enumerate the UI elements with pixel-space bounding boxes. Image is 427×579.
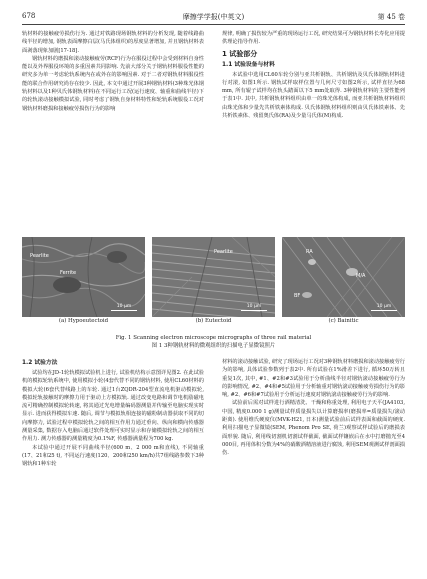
pearlite-label: Pearlite	[214, 249, 233, 255]
intro-paragraph: 规律, 明确了损伤较为严重的现场运行工况, 研究结果可为钢轨材料长寿化应用提供理论指导作用.	[222, 31, 405, 46]
method-paragraph: 本试验中通过开展不同曲线半径(600 m、2 000 m和直线), 不同轴重(17、21和25 t), 不同运行速度(120、200和250 km/h)共7组线路参数下3种钢轨和1种车轮	[22, 444, 204, 468]
method-right-column	[222, 358, 405, 458]
journal-name: 摩擦学学报(中英文)	[182, 13, 245, 21]
section-1-2-heading: 1.2 试验方法	[22, 360, 58, 366]
method-left-column	[22, 358, 204, 469]
micrograph-eutectoid	[152, 237, 275, 317]
section-1-1-heading: 1.1 试验设备与材料	[222, 61, 275, 68]
figure-caption	[22, 334, 405, 350]
micrograph-bainitic	[282, 237, 405, 317]
page-header	[22, 10, 405, 25]
panel-c-caption: (c) Bainitic	[328, 318, 359, 324]
volume-label: 第 45 卷	[377, 13, 405, 21]
intro-paragraph: 轨材料的接触疲劳损伤行为. 通过对铁路现场钢轨材料的分析发现, 随着线路曲线半径的增加, 钢轨表面摩擦白层(马氏体组织)的厚度显著增加, 并且钢轨材料表面剥落现象加剧[17-18].	[22, 31, 204, 54]
caption-chinese: 图 1 3种钢轨材料的微观组织的扫描电子显微镜照片	[151, 343, 276, 349]
caption-english: Fig. 1 Scanning electron microscope micrographs of three rail material	[115, 335, 312, 341]
scale-bar: 10 μm	[371, 304, 397, 312]
page-number: 678	[22, 12, 36, 20]
ra-label: RA	[306, 249, 313, 255]
ferrite-label: Ferrite	[60, 270, 77, 276]
method-paragraph: 试验前后需对试样进行酒精清洗、干燥和称重处理, 利用电子天平(JA4103, 中国, 精度0.000 1 g)测量试样质量损失以计算磨损率(磨损率=质量损失/滚动距离). 使用维氏硬度仪(MVK-H21, 日本)测量试验前后试样表面和截面的硬度. 利用扫描电子显微镜(SEM, Phenom Pro SE, 荷兰)观察试样试验后的磨损表面形貌. 随后, 利用线切割机切割试样截面, 截面试样镶嵌后在水中打磨抛光至4 000目, 再用体积分数为4%的硝酸酒精溶液进行腐蚀, 利用SEM观测试样剖面损伤.	[222, 400, 405, 457]
section-1-heading: 1 试验部分	[222, 49, 258, 58]
method-paragraph: 试验均在JD-1轮轨模拟试验机上进行, 试验机结构示意图详见图2. 在此试验机的模拟轮轨系统中, 使用模拟小轮(4套代替不同的钢轨材料, 使用CL60材料的模拟大轮(6套代替线路上的车轮. 通过1台ZQDR-204型直流电机驱动模拟轮, 模拟轮轨接触时的摩擦力用于驱动上方模拟轨. 通过改变电路和调节电机励磁电流可精确控制模拟轮转速, 将其通过光电增量编码器测量并传输至电脑实现实时显示. 进而获得模拟车速. 随后, 调节与模拟轨相连接的磁粉制动器获取不同的切向摩擦力, 试验过程中模拟轮轨之间的相互作用力通过垂向、纵向和横向传感器测量采集, 数据存入电脑后通过软件处理可实时显示和存储模拟轮轨之间的相互作用力. 测力传感器的测量精度为0.1%F, 传感器满量程为700 kg.	[22, 370, 204, 443]
intro-left-column	[22, 30, 204, 113]
micrograph-hypoeutectoid	[22, 237, 145, 317]
intro-paragraph: 钢轨材料的磨损和滚动接触疲劳(RCF)行为在服役过程中会受到材料自身性能以及外界服役环境的多重因素共同影响. 先前大部分关于钢轨材料服役性能的研究多为单一考虑轮轨系统内在或外在的影响因素. 对于二者对钢轨材料服役性能的联合作用研究尚存在较少. 因此, 本文中通过开展3种钢轨材料(3种珠光体钢轨材料以及1种贝氏体钢轨材料)在不同运行工况(运行速度、轴重和曲线半径)下的轮轨滚动接触模拟试验, 同时考虑了钢轨自身材料特性和轮轨系统服役工况对钢轨材料磨损和接触疲劳损伤行为的影响	[22, 55, 204, 112]
panel-a-caption: (a) Hypoeutectoid	[58, 318, 109, 324]
intro-right-column	[222, 30, 405, 120]
panel-b-caption: (b) Eutectoid	[195, 318, 232, 324]
bf-label: BF	[294, 293, 301, 299]
ma-label: M/A	[356, 273, 366, 279]
figure-1	[22, 237, 405, 327]
materials-paragraph: 本试验中选用CL60车轮分别与亚共析钢轨、共析钢轨及贝氏体钢轨材料进行对滚, 如图1所示. 钢轨试样取样位置与几何尺寸如图2所示, 试样直径为68 mm, 所有辊子试样均在轨头踏面以下5 mm处取得. 3种钢轨材料的主要性能列于表1中. 其中, 共析钢轨材料组织由单一的珠光体构成, 而亚共析钢轨材料组织由珠光体和少量先共析铁素体构成. 贝氏体钢轨材料组织则由贝氏体铁素体、先共析铁素体、残留奥氏体(RA)及少量马氏体(M)构成.	[222, 71, 405, 120]
method-paragraph: 材料的滚动接触试验, 研究了现场运行工况对3种钢轨材料磨损和滚动接触疲劳行为的影响, 具体试验参数列于表2中. 所有试验在1%滑差下进行, 循环50万转且重复1次, 其中, #1、#2和#3试验用于分析曲线半径对钢轨滚动接触疲劳行为的影响情况, #2、#4和#5试验用于分析轴重对钢轨滚动接触疲劳损伤行为的影响, #2、#6和#7试验用于分析运行速度对钢轨滚动接触疲劳行为的影响.	[222, 359, 405, 399]
scale-bar: 10 μm	[111, 304, 137, 312]
pearlite-label: Pearlite	[30, 253, 49, 259]
scale-bar: 10 μm	[241, 304, 267, 312]
